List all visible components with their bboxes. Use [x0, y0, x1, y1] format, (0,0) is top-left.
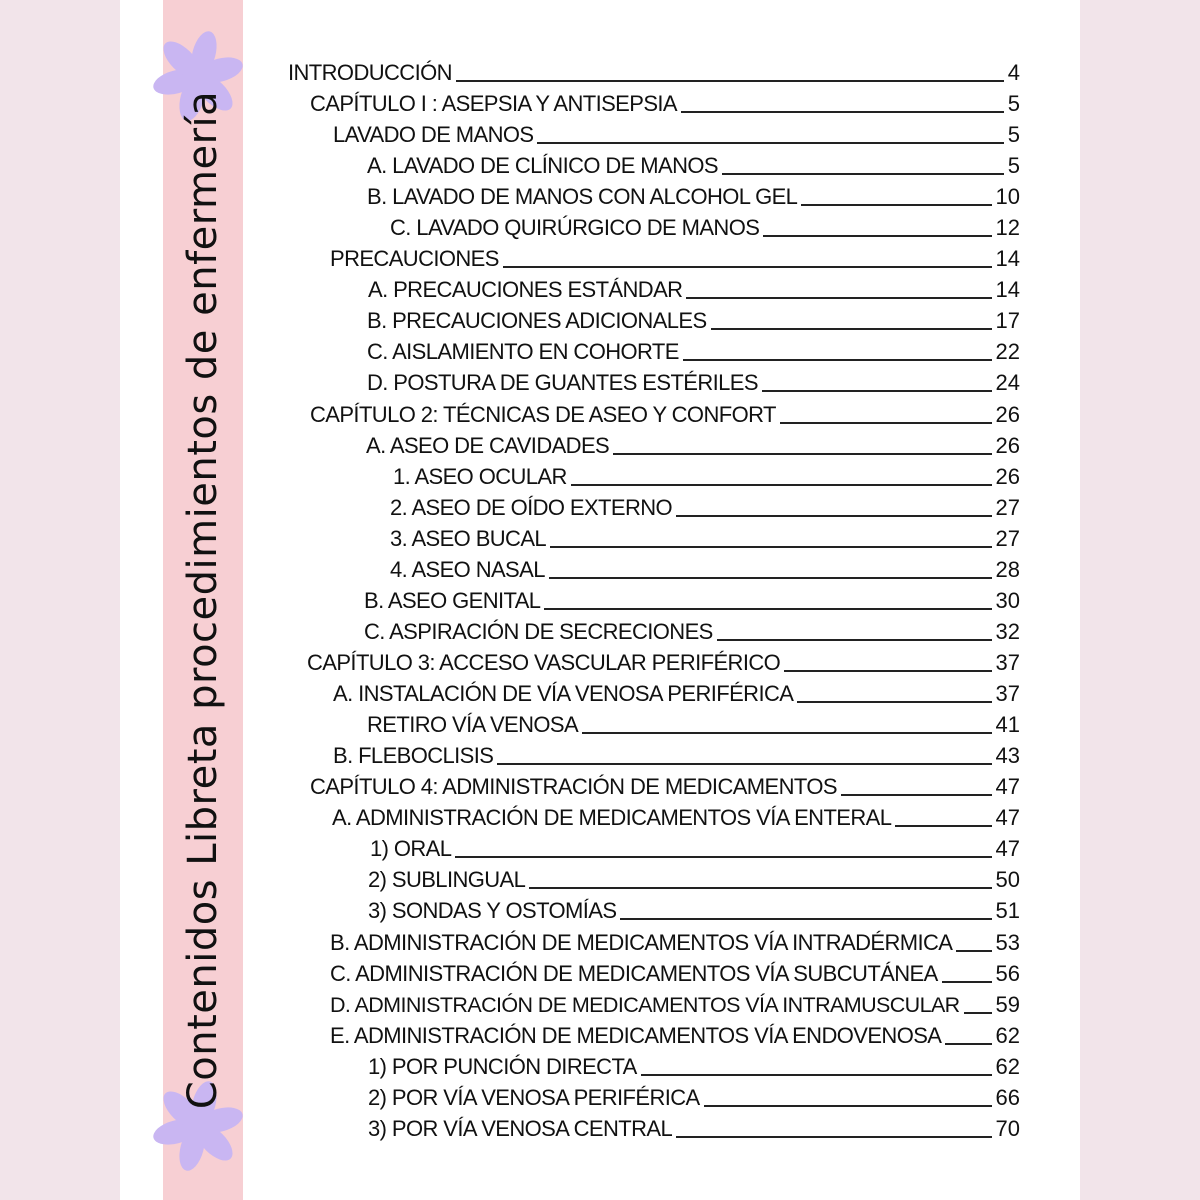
toc-entry: [364, 614, 1020, 644]
toc-leader-line: [797, 701, 991, 703]
toc-entry-label: 2. ASEO DE OÍDO EXTERNO: [390, 495, 673, 520]
toc-entry-page: 26: [995, 402, 1020, 427]
toc-leader-line: [641, 1074, 992, 1076]
toc-entry-page: 66: [995, 1085, 1020, 1110]
toc-entry-label: 3. ASEO BUCAL: [390, 526, 547, 551]
toc-entry: [330, 956, 1020, 986]
toc-entry: [368, 862, 1020, 892]
toc-entry: [364, 583, 1020, 613]
toc-leader-line: [942, 981, 992, 983]
toc-entry: [368, 1080, 1020, 1110]
toc-entry-page: 12: [995, 215, 1020, 240]
toc-entry-page: 51: [995, 898, 1020, 923]
toc-entry: [366, 428, 1020, 458]
toc-leader-line: [544, 608, 991, 610]
toc-leader-line: [686, 297, 991, 299]
toc-entry-page: 17: [995, 308, 1020, 333]
toc-entry-label: C. LAVADO QUIRÚRGICO DE MANOS: [390, 215, 760, 240]
toc-entry-label: D. POSTURA DE GUANTES ESTÉRILES: [367, 370, 758, 395]
toc-entry-label: CAPÍTULO 3: ACCESO VASCULAR PERIFÉRICO: [307, 650, 781, 675]
toc-entry-label: C. ADMINISTRACIÓN DE MEDICAMENTOS VÍA SUBCUTÁNEA: [330, 961, 938, 986]
toc-entry: [390, 521, 1020, 551]
toc-entry-page: 5: [1007, 91, 1020, 116]
toc-entry-page: 41: [995, 712, 1020, 737]
toc-entry-label: CAPÍTULO 4: ADMINISTRACIÓN DE MEDICAMENTOS: [310, 774, 837, 799]
toc-entry: [333, 738, 1020, 768]
toc-entry-page: 53: [995, 930, 1020, 955]
toc-entry-label: 3) POR VÍA VENOSA CENTRAL: [368, 1116, 673, 1141]
toc-entry-page: 14: [995, 277, 1020, 302]
toc-leader-line: [455, 856, 991, 858]
toc-entry: [330, 987, 1020, 1017]
toc-entry: [330, 241, 1020, 271]
toc-entry-page: 37: [995, 681, 1020, 706]
toc-leader-line: [717, 639, 992, 641]
toc-entry: [368, 1111, 1020, 1141]
toc-entry-page: 62: [995, 1054, 1020, 1079]
toc-leader-line: [722, 173, 1004, 175]
toc-entry-label: CAPÍTULO 2: TÉCNICAS DE ASEO Y CONFORT: [310, 402, 776, 427]
toc-entry: [367, 707, 1020, 737]
toc-entry: [367, 148, 1020, 178]
toc-entry-label: 4. ASEO NASAL: [390, 557, 545, 582]
toc-entry: [288, 55, 1020, 85]
toc-leader-line: [784, 670, 991, 672]
toc-leader-line: [964, 1012, 992, 1014]
toc-entry-page: 37: [995, 650, 1020, 675]
toc-entry: [390, 490, 1020, 520]
toc-entry-page: 27: [995, 495, 1020, 520]
toc-leader-line: [956, 950, 991, 952]
toc-entry-label: PRECAUCIONES: [330, 246, 499, 271]
toc-leader-line: [537, 142, 1003, 144]
toc-leader-line: [841, 794, 992, 796]
toc-entry-page: 5: [1007, 153, 1020, 178]
side-title: Contenidos Libreta procedimientos de enfermería: [180, 90, 226, 1110]
toc-entry-label: E. ADMINISTRACIÓN DE MEDICAMENTOS VÍA ENDOVENOSA: [330, 1023, 942, 1048]
toc-entry: [310, 397, 1020, 427]
toc-entry-label: CAPÍTULO I : ASEPSIA Y ANTISEPSIA: [310, 91, 677, 116]
toc-leader-line: [763, 235, 991, 237]
toc-entry-label: B. PRECAUCIONES ADICIONALES: [367, 308, 707, 333]
toc-entry-label: A. ASEO DE CAVIDADES: [366, 433, 610, 458]
toc-entry: [367, 334, 1020, 364]
toc-entry-page: 27: [995, 526, 1020, 551]
toc-leader-line: [945, 1043, 991, 1045]
toc-entry: [390, 210, 1020, 240]
toc-entry-page: 22: [995, 339, 1020, 364]
toc-entry-page: 47: [995, 805, 1020, 830]
toc-entry: [370, 831, 1020, 861]
toc-leader-line: [503, 266, 992, 268]
toc-leader-line: [676, 1136, 991, 1138]
toc-entry-label: 1) POR PUNCIÓN DIRECTA: [368, 1054, 637, 1079]
toc-leader-line: [762, 390, 992, 392]
toc-entry-label: C. ASPIRACIÓN DE SECRECIONES: [364, 619, 713, 644]
toc-leader-line: [582, 732, 991, 734]
toc-entry-page: 4: [1007, 60, 1020, 85]
toc-entry: [307, 645, 1020, 675]
toc-entry-label: B. ADMINISTRACIÓN DE MEDICAMENTOS VÍA INTRADÉRMICA: [330, 930, 953, 955]
toc-leader-line: [711, 328, 992, 330]
toc-entry-page: 50: [995, 867, 1020, 892]
toc-entry: [310, 86, 1020, 116]
toc-entry: [368, 893, 1020, 923]
toc-entry-page: 30: [995, 588, 1020, 613]
toc-entry-page: 14: [995, 246, 1020, 271]
toc-entry-label: C. AISLAMIENTO EN COHORTE: [367, 339, 679, 364]
toc-entry: [390, 552, 1020, 582]
toc-entry: [368, 1049, 1020, 1079]
toc-entry-label: A. PRECAUCIONES ESTÁNDAR: [368, 277, 683, 302]
toc-leader-line: [683, 359, 992, 361]
toc-entry-page: 5: [1007, 122, 1020, 147]
toc-entry-label: A. LAVADO DE CLÍNICO DE MANOS: [367, 153, 718, 178]
toc-leader-line: [571, 484, 992, 486]
toc-entry-label: B. ASEO GENITAL: [364, 588, 541, 613]
toc-entry-label: B. LAVADO DE MANOS CON ALCOHOL GEL: [367, 184, 798, 209]
toc-leader-line: [456, 80, 1004, 82]
toc-entry: [333, 117, 1020, 147]
toc-entry-label: RETIRO VÍA VENOSA: [367, 712, 579, 737]
toc-leader-line: [681, 111, 1004, 113]
toc-entry: [367, 303, 1020, 333]
toc-entry: [367, 365, 1020, 395]
toc-leader-line: [549, 577, 992, 579]
toc-entry-page: 56: [995, 961, 1020, 986]
toc-entry-label: LAVADO DE MANOS: [333, 122, 534, 147]
toc-entry-page: 26: [995, 464, 1020, 489]
toc-entry-page: 26: [995, 433, 1020, 458]
toc-entry: [393, 459, 1020, 489]
toc-entry: [330, 925, 1020, 955]
toc-entry-label: 1. ASEO OCULAR: [393, 464, 567, 489]
toc-entry-page: 70: [995, 1116, 1020, 1141]
toc-leader-line: [529, 887, 991, 889]
toc-entry-page: 59: [995, 992, 1020, 1017]
toc-entry: [367, 179, 1020, 209]
toc-entry-page: 32: [995, 619, 1020, 644]
toc-leader-line: [550, 546, 991, 548]
toc-entry-label: A. ADMINISTRACIÓN DE MEDICAMENTOS VÍA ENTERAL: [332, 805, 892, 830]
toc-leader-line: [801, 204, 991, 206]
toc-entry-page: 24: [995, 370, 1020, 395]
toc-entry: [310, 769, 1020, 799]
toc-entry-page: 43: [995, 743, 1020, 768]
toc-leader-line: [704, 1105, 992, 1107]
toc-entry: [332, 800, 1020, 830]
toc-entry: [330, 1018, 1020, 1048]
toc-leader-line: [780, 422, 992, 424]
toc-entry-label: INTRODUCCIÓN: [288, 60, 452, 85]
toc-leader-line: [620, 918, 991, 920]
toc-entry-label: D. ADMINISTRACIÓN DE MEDICAMENTOS VÍA INTRAMUSCULAR: [330, 993, 960, 1017]
toc-entry-page: 62: [995, 1023, 1020, 1048]
toc-leader-line: [613, 453, 991, 455]
toc-entry-page: 47: [995, 774, 1020, 799]
toc-entry: [368, 272, 1020, 302]
toc-entry-label: 2) SUBLINGUAL: [368, 867, 526, 892]
toc-entry-page: 28: [995, 557, 1020, 582]
toc-entry-label: B. FLEBOCLISIS: [333, 743, 494, 768]
toc-leader-line: [895, 825, 991, 827]
toc-entry-label: 2) POR VÍA VENOSA PERIFÉRICA: [368, 1085, 700, 1110]
toc-entry-page: 47: [995, 836, 1020, 861]
toc-leader-line: [497, 763, 991, 765]
toc-leader-line: [676, 515, 991, 517]
toc-entry-page: 10: [995, 184, 1020, 209]
toc-entry-label: 3) SONDAS Y OSTOMÍAS: [368, 898, 617, 923]
toc-entry-label: A. INSTALACIÓN DE VÍA VENOSA PERIFÉRICA: [333, 681, 794, 706]
toc-entry-label: 1) ORAL: [370, 836, 452, 861]
toc-entry: [333, 676, 1020, 706]
